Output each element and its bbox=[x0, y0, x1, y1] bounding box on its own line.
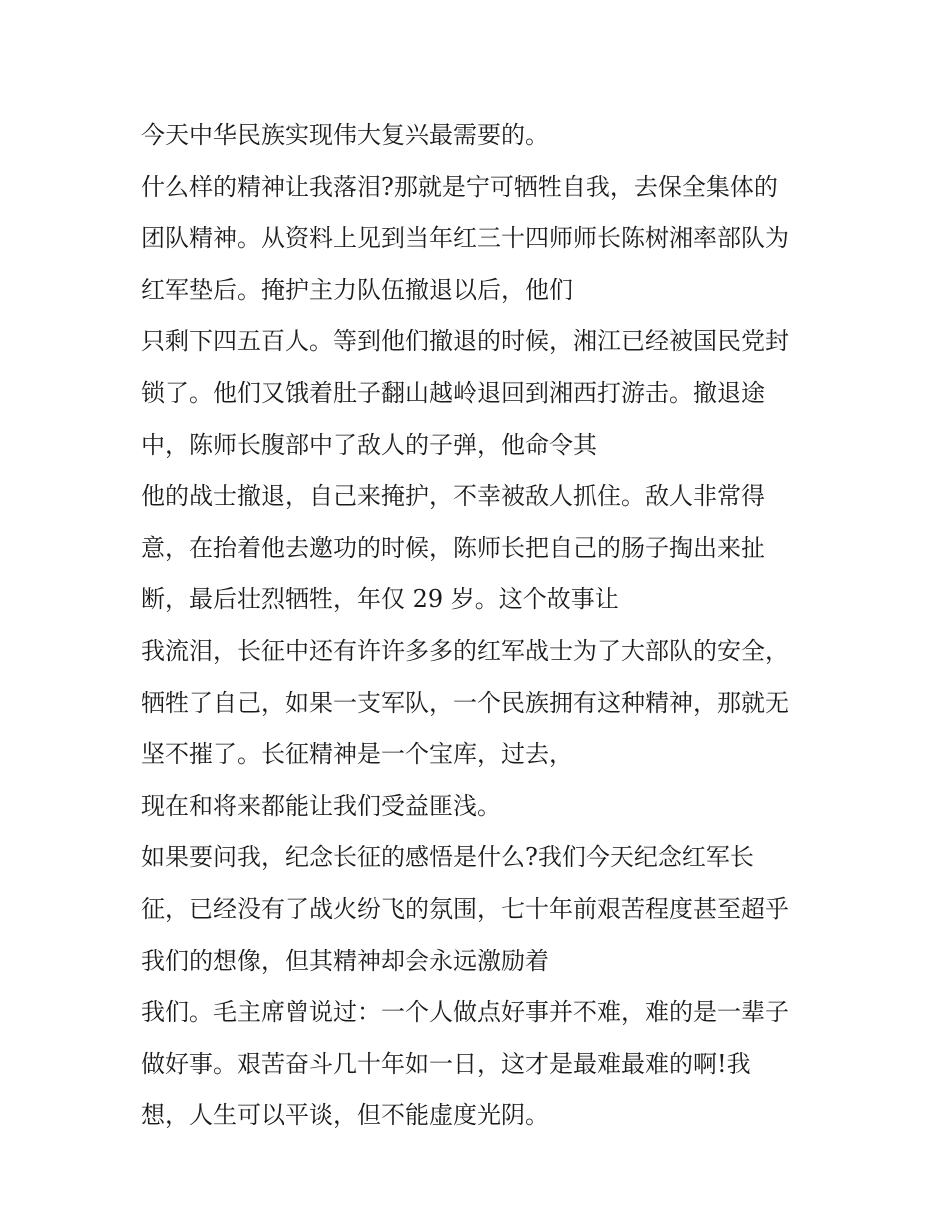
text-line: 牺牲了自己，如果一支军队，一个民族拥有这种精神，那就无 bbox=[141, 688, 789, 717]
text-line: 我们。毛主席曾说过：一个人做点好事并不难，难的是一辈子 bbox=[141, 998, 789, 1027]
text-line: 意，在抬着他去邀功的时候，陈师长把自己的肠子掏出来扯 bbox=[141, 533, 765, 562]
text-line: 坚不摧了。长征精神是一个宝库，过去， bbox=[141, 740, 573, 769]
document-body bbox=[141, 110, 831, 1142]
text-line: 只剩下四五百人。等到他们撤退的时候，湘江已经被国民党封 bbox=[141, 327, 789, 356]
text-line: 想，人生可以平谈，但不能虚度光阴。 bbox=[141, 1101, 549, 1130]
text-line: 断，最后壮烈牺牲，年仅 29 岁。这个故事让 bbox=[141, 585, 619, 614]
text-line: 什么样的精神让我落泪?那就是宁可牺牲自我，去保全集体的 bbox=[141, 172, 778, 201]
text-line: 红军垫后。掩护主力队伍撤退以后，他们 bbox=[141, 275, 573, 304]
text-line: 他的战士撤退，自己来掩护，不幸被敌人抓住。敌人非常得 bbox=[141, 482, 765, 511]
text-line: 如果要问我，纪念长征的感悟是什么?我们今天纪念红军长 bbox=[141, 843, 754, 872]
text-line: 我们的想像，但其精神却会永远激励着 bbox=[141, 946, 549, 975]
text-line: 今天中华民族实现伟大复兴最需要的。 bbox=[141, 121, 549, 149]
text-line: 现在和将来都能让我们受益匪浅。 bbox=[141, 791, 501, 820]
text-line: 做好事。艰苦奋斗几十年如一日，这才是最难最难的啊!我 bbox=[141, 1049, 751, 1078]
text-line: 征，已经没有了战火纷飞的氛围，七十年前艰苦程度甚至超乎 bbox=[141, 894, 789, 923]
text-line: 锁了。他们又饿着肚子翻山越岭退回到湘西打游击。撤退途 bbox=[141, 378, 765, 407]
text-line: 我流泪，长征中还有许许多多的红军战士为了大部队的安全， bbox=[141, 636, 789, 665]
text-line: 团队精神。从资料上见到当年红三十四师师长陈树湘率部队为 bbox=[141, 224, 789, 253]
text-line: 中，陈师长腹部中了敌人的子弹，他命令其 bbox=[141, 430, 597, 459]
